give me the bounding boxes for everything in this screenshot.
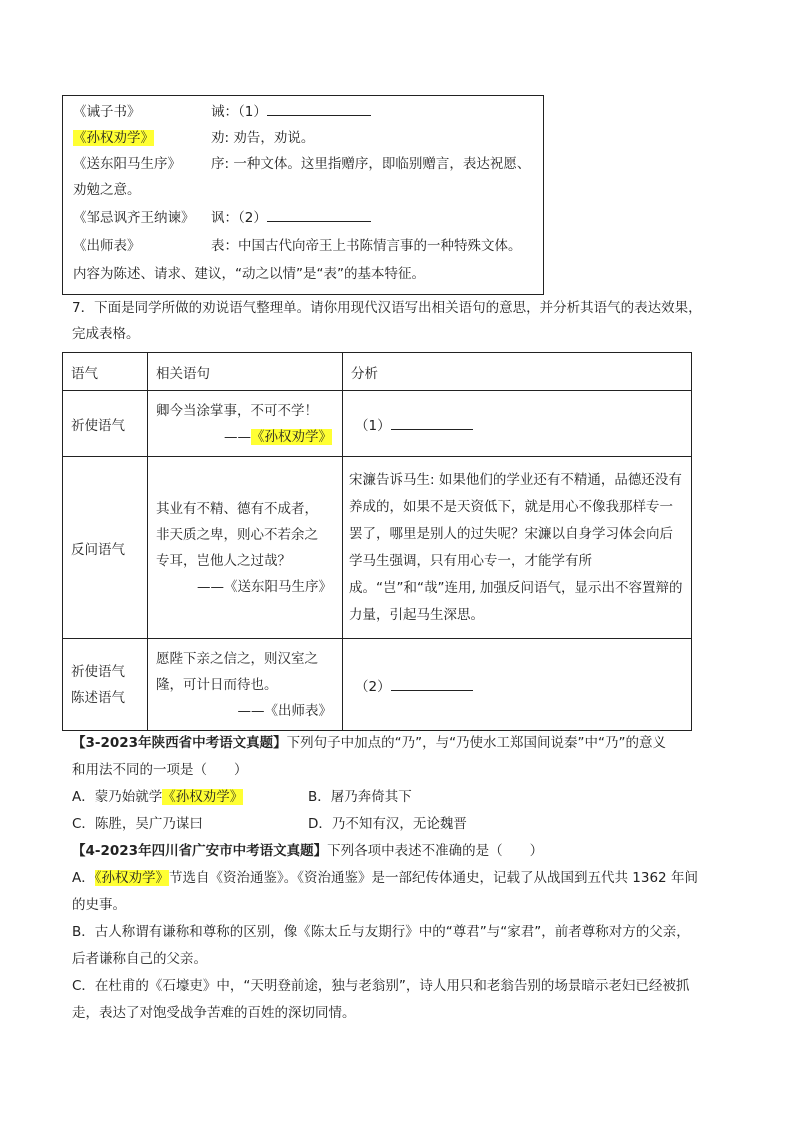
- option-label: A．: [72, 789, 95, 805]
- notes-title: 《诫子书》: [73, 104, 141, 120]
- q4-option-a[interactable]: [72, 868, 698, 888]
- notes-row-3-cont: [73, 180, 141, 200]
- q4-tag: 【4-2023年四川省广安市中考语文真题】: [72, 843, 328, 859]
- q3-option-c[interactable]: [72, 814, 203, 834]
- tone-cell: [63, 639, 148, 731]
- source-highlight: 《孙权劝学》: [251, 428, 332, 445]
- q3-option-b[interactable]: [308, 787, 412, 807]
- notes-gloss: 讽：（2）: [211, 210, 267, 226]
- option-label: B．: [308, 789, 331, 805]
- notes-title: 《送东阳马生序》: [73, 156, 181, 172]
- notes-row-3: [73, 154, 530, 174]
- notes-continuation: 内容为陈述、请求、建议，“动之以情”是“表”的基本特征。: [73, 266, 425, 282]
- option-text: 节选自《资治通鉴》。《资治通鉴》是一部纪传体通史，记载了从战国到五代共 1362 年间: [169, 870, 698, 886]
- q4-option-a-cont: 的史事。: [72, 897, 126, 913]
- analysis-label: （2）: [355, 678, 391, 695]
- notes-box: [62, 95, 544, 295]
- source-text: 《送东阳马生序》: [224, 578, 332, 595]
- option-text: 乃不知有汉，无论魏晋: [331, 816, 467, 832]
- quote-line: 非天质之卑，则心不若余之: [156, 526, 318, 543]
- quote-line: 专耳，岂他人之过哉？: [156, 552, 291, 569]
- q3-stem: [72, 733, 666, 753]
- option-label: A．: [72, 870, 95, 886]
- table-row: [63, 457, 692, 639]
- q4-stem-text: 下列各项中表述不准确的是（ ）: [327, 843, 544, 859]
- q4-option-c-cont: 走，表达了对饱受战争苦难的百姓的深切同情。: [72, 1005, 356, 1021]
- source-text: 《出师表》: [264, 702, 332, 719]
- notes-gloss: 表：中国古代向帝王上书陈情言事的一种特殊文体。: [211, 238, 522, 254]
- q3-tag: 【3-2023年陕西省中考语文真题】: [72, 735, 287, 751]
- q4-option-b-cont: 后者谦称自己的父亲。: [72, 951, 207, 967]
- notes-row-5: [73, 236, 522, 256]
- tone-cell: 反问语气: [63, 457, 148, 639]
- header-quote: 相关语句: [148, 353, 343, 391]
- quote-cell: [148, 639, 343, 731]
- option-label: D．: [308, 816, 332, 832]
- quote-cell: [148, 457, 343, 639]
- dash: ——: [224, 428, 251, 445]
- q4-option-b[interactable]: B．古人称谓有谦称和尊称的区别，像《陈太丘与友期行》中的“尊君”与“家君”，前者尊称对方的父亲，: [72, 924, 690, 940]
- q3-option-d[interactable]: [308, 814, 467, 834]
- table-row: [63, 639, 692, 731]
- quote-line: 卿今当涂掌事，不可不学！: [156, 402, 318, 419]
- dash: ——: [237, 702, 265, 719]
- notes-continuation: 劝勉之意。: [73, 182, 141, 198]
- notes-gloss: 劝: 劝告，劝说。: [211, 130, 315, 146]
- option-highlight: 《孙权劝学》: [162, 789, 244, 805]
- option-text: 屠乃奔倚其下: [330, 789, 412, 805]
- notes-title: 《出师表》: [73, 238, 141, 254]
- quote-line: 隆，可计日而待也。: [156, 676, 278, 693]
- header-analysis: 分析: [343, 353, 692, 391]
- notes-gloss: 诫：（1）: [211, 104, 267, 120]
- answer-blank-3[interactable]: [391, 417, 473, 430]
- notes-gloss: 序: 一种文体。这里指赠序，即临别赠言，表达祝愿、: [211, 156, 531, 172]
- answer-blank-2[interactable]: [267, 209, 371, 222]
- q7-stem-line-1: 7．下面是同学所做的劝说语气整理单。请你用现代汉语写出相关语句的意思，并分析其语气的表达效果，: [72, 300, 702, 316]
- q4-stem: [72, 841, 543, 861]
- q7-stem-line-2: 完成表格。: [72, 326, 140, 342]
- analysis-label: （1）: [355, 417, 391, 434]
- tone-table: [62, 352, 692, 731]
- answer-blank-4[interactable]: [391, 678, 473, 691]
- notes-row-2: [73, 128, 314, 148]
- analysis-cell: [343, 391, 692, 457]
- tone-line: 陈述语气: [71, 689, 125, 706]
- notes-row-5-cont: [73, 264, 425, 284]
- notes-row-1: [73, 102, 371, 122]
- option-label: C．: [72, 816, 95, 832]
- quote-source: [148, 698, 342, 724]
- answer-blank-1[interactable]: [267, 103, 371, 116]
- dash: ——: [197, 578, 224, 595]
- tone-cell: 祈使语气: [63, 391, 148, 457]
- quote-line: 愿陛下亲之信之，则汉室之: [156, 650, 318, 667]
- option-text: 陈胜，吴广乃谋曰: [94, 816, 203, 832]
- analysis-text: 宋濂告诉马生: 如果他们的学业还有不精通，品德还没有养成的，如果不是天资低下，就是用心不像我那样专一罢了，哪里是别人的过失呢？宋濂以自身学习体会向后学马生强调，只有用心专一，才能学有所成。“岂”和“哉”连用, 加强反问语气，显示出不容置辩的力量，引起马生深思。: [349, 471, 683, 623]
- table-header-row: [63, 353, 692, 391]
- table-row: [63, 391, 692, 457]
- option-highlight: 《孙权劝学》: [94, 870, 169, 886]
- notes-title: 《邹忌讽齐王纳谏》: [73, 210, 195, 226]
- quote-source: [148, 424, 342, 450]
- tone-line: 祈使语气: [71, 663, 125, 680]
- quote-cell: [148, 391, 343, 457]
- notes-row-4: [73, 208, 371, 228]
- analysis-cell: [343, 639, 692, 731]
- q4-option-c[interactable]: C．在杜甫的《石壕吏》中，“天明登前途，独与老翁别”，诗人用只和老翁告别的场景暗示老妇已经被抓: [72, 978, 690, 994]
- quote-source: [148, 574, 342, 600]
- header-tone: 语气: [63, 353, 148, 391]
- analysis-cell: [343, 457, 692, 639]
- quote-line: 其业有不精、德有不成者，: [156, 500, 318, 517]
- q3-option-a[interactable]: [72, 787, 243, 807]
- notes-title-highlight: 《孙权劝学》: [73, 130, 154, 146]
- option-text: 蒙乃始就学: [94, 789, 163, 805]
- q3-stem-line-2: 和用法不同的一项是（ ）: [72, 762, 248, 778]
- q3-stem-text: 下列句子中加点的“乃”，与“乃使水工郑国间说秦”中“乃”的意义: [286, 735, 667, 751]
